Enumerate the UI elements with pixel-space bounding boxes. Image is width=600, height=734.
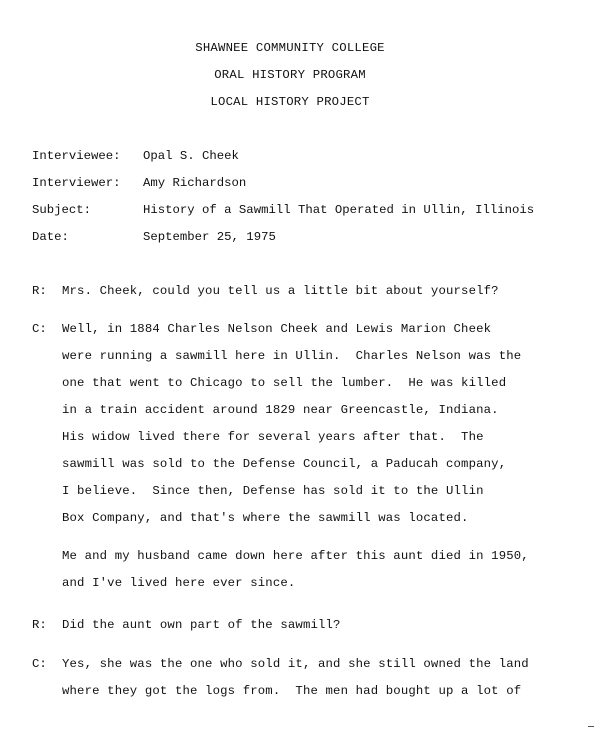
interviewer-value: Amy Richardson <box>143 176 247 190</box>
transcript-line: in a train accident around 1829 near Greencastle, Indiana. <box>62 403 499 417</box>
transcript-line: His widow lived there for several years after that. The <box>62 430 484 444</box>
transcript-line: and I've lived here ever since. <box>62 576 296 590</box>
date-label: Date: <box>32 230 69 244</box>
speaker-label: C: <box>32 657 47 671</box>
transcript-line: Yes, she was the one who sold it, and she still owned the land <box>62 657 529 671</box>
program-heading: ORAL HISTORY PROGRAM <box>214 68 366 82</box>
speaker-label: R: <box>32 618 47 632</box>
transcript-line: Me and my husband came down here after this aunt died in 1950, <box>62 549 529 563</box>
interviewee-label: Interviewee: <box>32 149 121 163</box>
subject-label: Subject: <box>32 203 92 217</box>
project-heading: LOCAL HISTORY PROJECT <box>210 95 370 109</box>
transcript-line: Mrs. Cheek, could you tell us a little bit about yourself? <box>62 284 499 298</box>
speaker-label: R: <box>32 284 47 298</box>
transcript-line: one that went to Chicago to sell the lumber. He was killed <box>62 376 507 390</box>
date-value: September 25, 1975 <box>143 230 276 244</box>
transcript-line: I believe. Since then, Defense has sold it to the Ullin <box>62 484 484 498</box>
transcript-line: were running a sawmill here in Ullin. Charles Nelson was the <box>62 349 522 363</box>
transcript-line: where they got the logs from. The men had bought up a lot of <box>62 684 522 698</box>
scan-mark <box>588 726 594 727</box>
transcript-line: Did the aunt own part of the sawmill? <box>62 618 341 632</box>
transcript-line: Box Company, and that's where the sawmill was located. <box>62 511 469 525</box>
transcript-line: Well, in 1884 Charles Nelson Cheek and Lewis Marion Cheek <box>62 322 492 336</box>
transcript-line: sawmill was sold to the Defense Council, a Paducah company, <box>62 457 507 471</box>
college-heading: SHAWNEE COMMUNITY COLLEGE <box>195 41 385 55</box>
interviewee-value: Opal S. Cheek <box>143 149 239 163</box>
speaker-label: C: <box>32 322 47 336</box>
interviewer-label: Interviewer: <box>32 176 121 190</box>
subject-value: History of a Sawmill That Operated in Ullin, Illinois <box>143 203 535 217</box>
